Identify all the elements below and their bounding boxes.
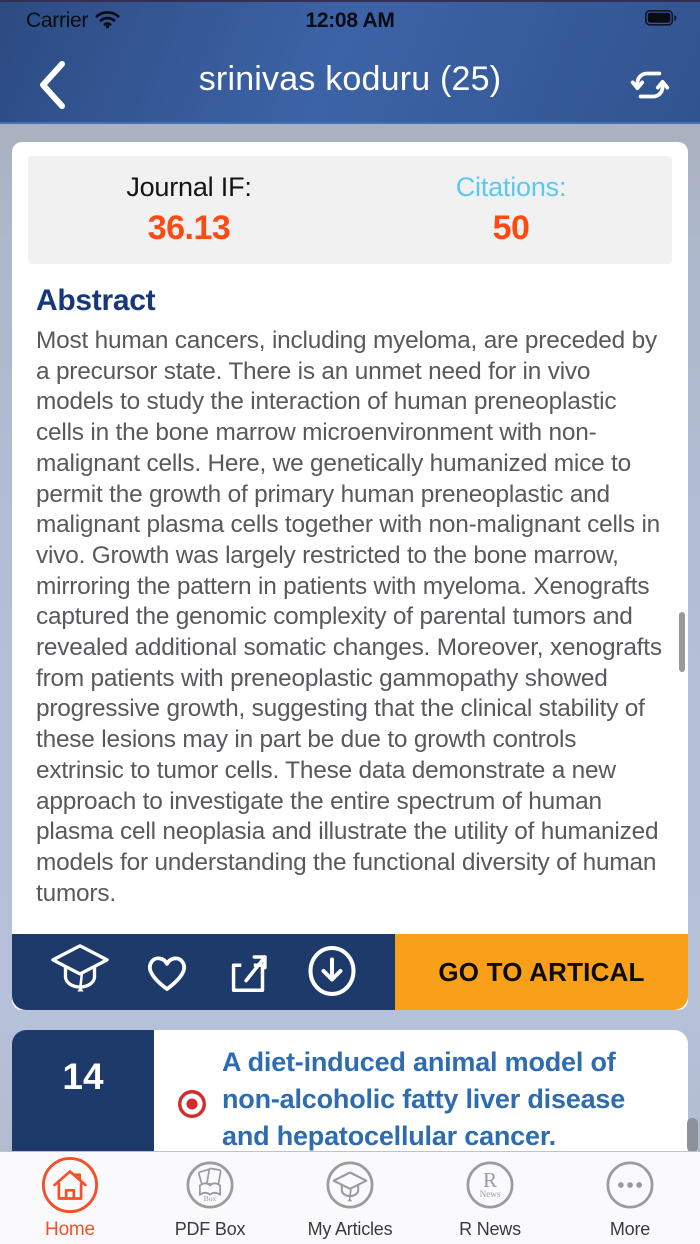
journal-if-label: Journal IF: <box>126 172 252 202</box>
tab-home-label: Home <box>45 1219 95 1240</box>
page-scrollbar[interactable] <box>687 1118 698 1152</box>
tab-r-news-label: R News <box>459 1219 521 1239</box>
share-icon <box>222 944 276 1001</box>
download-button[interactable] <box>304 943 360 1002</box>
citations-value: 50 <box>492 209 530 247</box>
download-icon <box>304 943 360 1002</box>
tab-home[interactable] <box>0 1152 140 1244</box>
tab-pdf-box-label: PDF Box <box>174 1219 246 1239</box>
article-detail-card <box>12 142 688 1010</box>
cite-button[interactable] <box>47 941 113 1004</box>
home-icon <box>41 1155 99 1215</box>
graduation-cap-circle-icon <box>325 1155 375 1215</box>
citations-stat <box>350 156 672 264</box>
header <box>0 0 700 124</box>
action-bar <box>12 934 688 1010</box>
tab-r-news[interactable] <box>420 1152 560 1244</box>
battery-full-icon <box>645 10 678 31</box>
action-icons-group <box>12 934 395 1010</box>
go-to-article-button[interactable]: GO TO ARTICAL <box>395 934 688 1010</box>
svg-text:R: R <box>482 1167 498 1192</box>
refresh-button[interactable] <box>624 60 676 112</box>
article-number-badge: 14 <box>12 1030 154 1226</box>
graduation-cap-icon <box>47 941 113 1004</box>
citations-label: Citations: <box>455 172 567 202</box>
article-title-link[interactable]: A diet-induced animal model of non-alcoholic fatty liver disease and hepatocellular cancer. <box>222 1047 626 1151</box>
abstract-heading: Abstract <box>36 284 156 317</box>
pdf-box-icon <box>185 1155 235 1215</box>
clock: 12:08 AM <box>305 9 395 32</box>
favorite-button[interactable] <box>141 946 193 998</box>
nav-bar <box>0 52 700 118</box>
svg-text:News: News <box>479 1189 501 1200</box>
tab-more-label: More <box>609 1219 651 1239</box>
tab-bar <box>0 1151 700 1244</box>
page-title: srinivas koduru (25) <box>198 60 502 98</box>
stats-panel <box>28 156 672 264</box>
abstract-scrollbar[interactable] <box>679 612 685 672</box>
heart-icon <box>141 946 193 998</box>
status-bar <box>0 7 700 35</box>
share-button[interactable] <box>222 944 276 1001</box>
abstract-text[interactable]: Most human cancers, including myeloma, are preceded by a precursor state. There is an unmet need for in vivo models to study the interaction of human preneoplastic cells in the bone marrow microenvironment with non-malignant cells. Here, we genetically humanized mice to permit the growth of primary human preneoplastic and malignant plasma cells together with non-malignant cells in vivo. Growth was largely restricted to the bone marrow, mirroring the pattern in patients with myeloma. Xenografts captured the genomic complexity of parental tumors and revealed additional somatic changes. Moreover, xenografts from patients with preneoplastic gammopathy showed progressive growth, suggesting that the clinical stability of these lesions may in part be due to growth controls extrinsic to tumor cells. These data demonstrate a new approach to investigate the entire spectrum of human plasma cell neoplasia and illustrate the utility of humanized models for understanding the functional diversity of human tumors. <box>36 327 662 907</box>
tab-my-articles[interactable] <box>280 1152 420 1244</box>
svg-text:Box: Box <box>203 1193 217 1203</box>
tab-my-articles-label: My Articles <box>307 1219 393 1239</box>
tab-pdf-box[interactable] <box>140 1152 280 1244</box>
journal-if-value: 36.13 <box>147 209 231 247</box>
more-dots-icon <box>605 1155 655 1215</box>
tab-more[interactable] <box>560 1152 700 1244</box>
chevron-left-icon <box>35 99 69 114</box>
back-button[interactable] <box>26 58 78 114</box>
refresh-icon <box>627 96 673 111</box>
r-news-icon <box>465 1155 515 1215</box>
carrier-label: Carrier <box>26 9 89 32</box>
journal-if-stat <box>28 156 350 264</box>
bullseye-icon <box>176 1088 208 1120</box>
